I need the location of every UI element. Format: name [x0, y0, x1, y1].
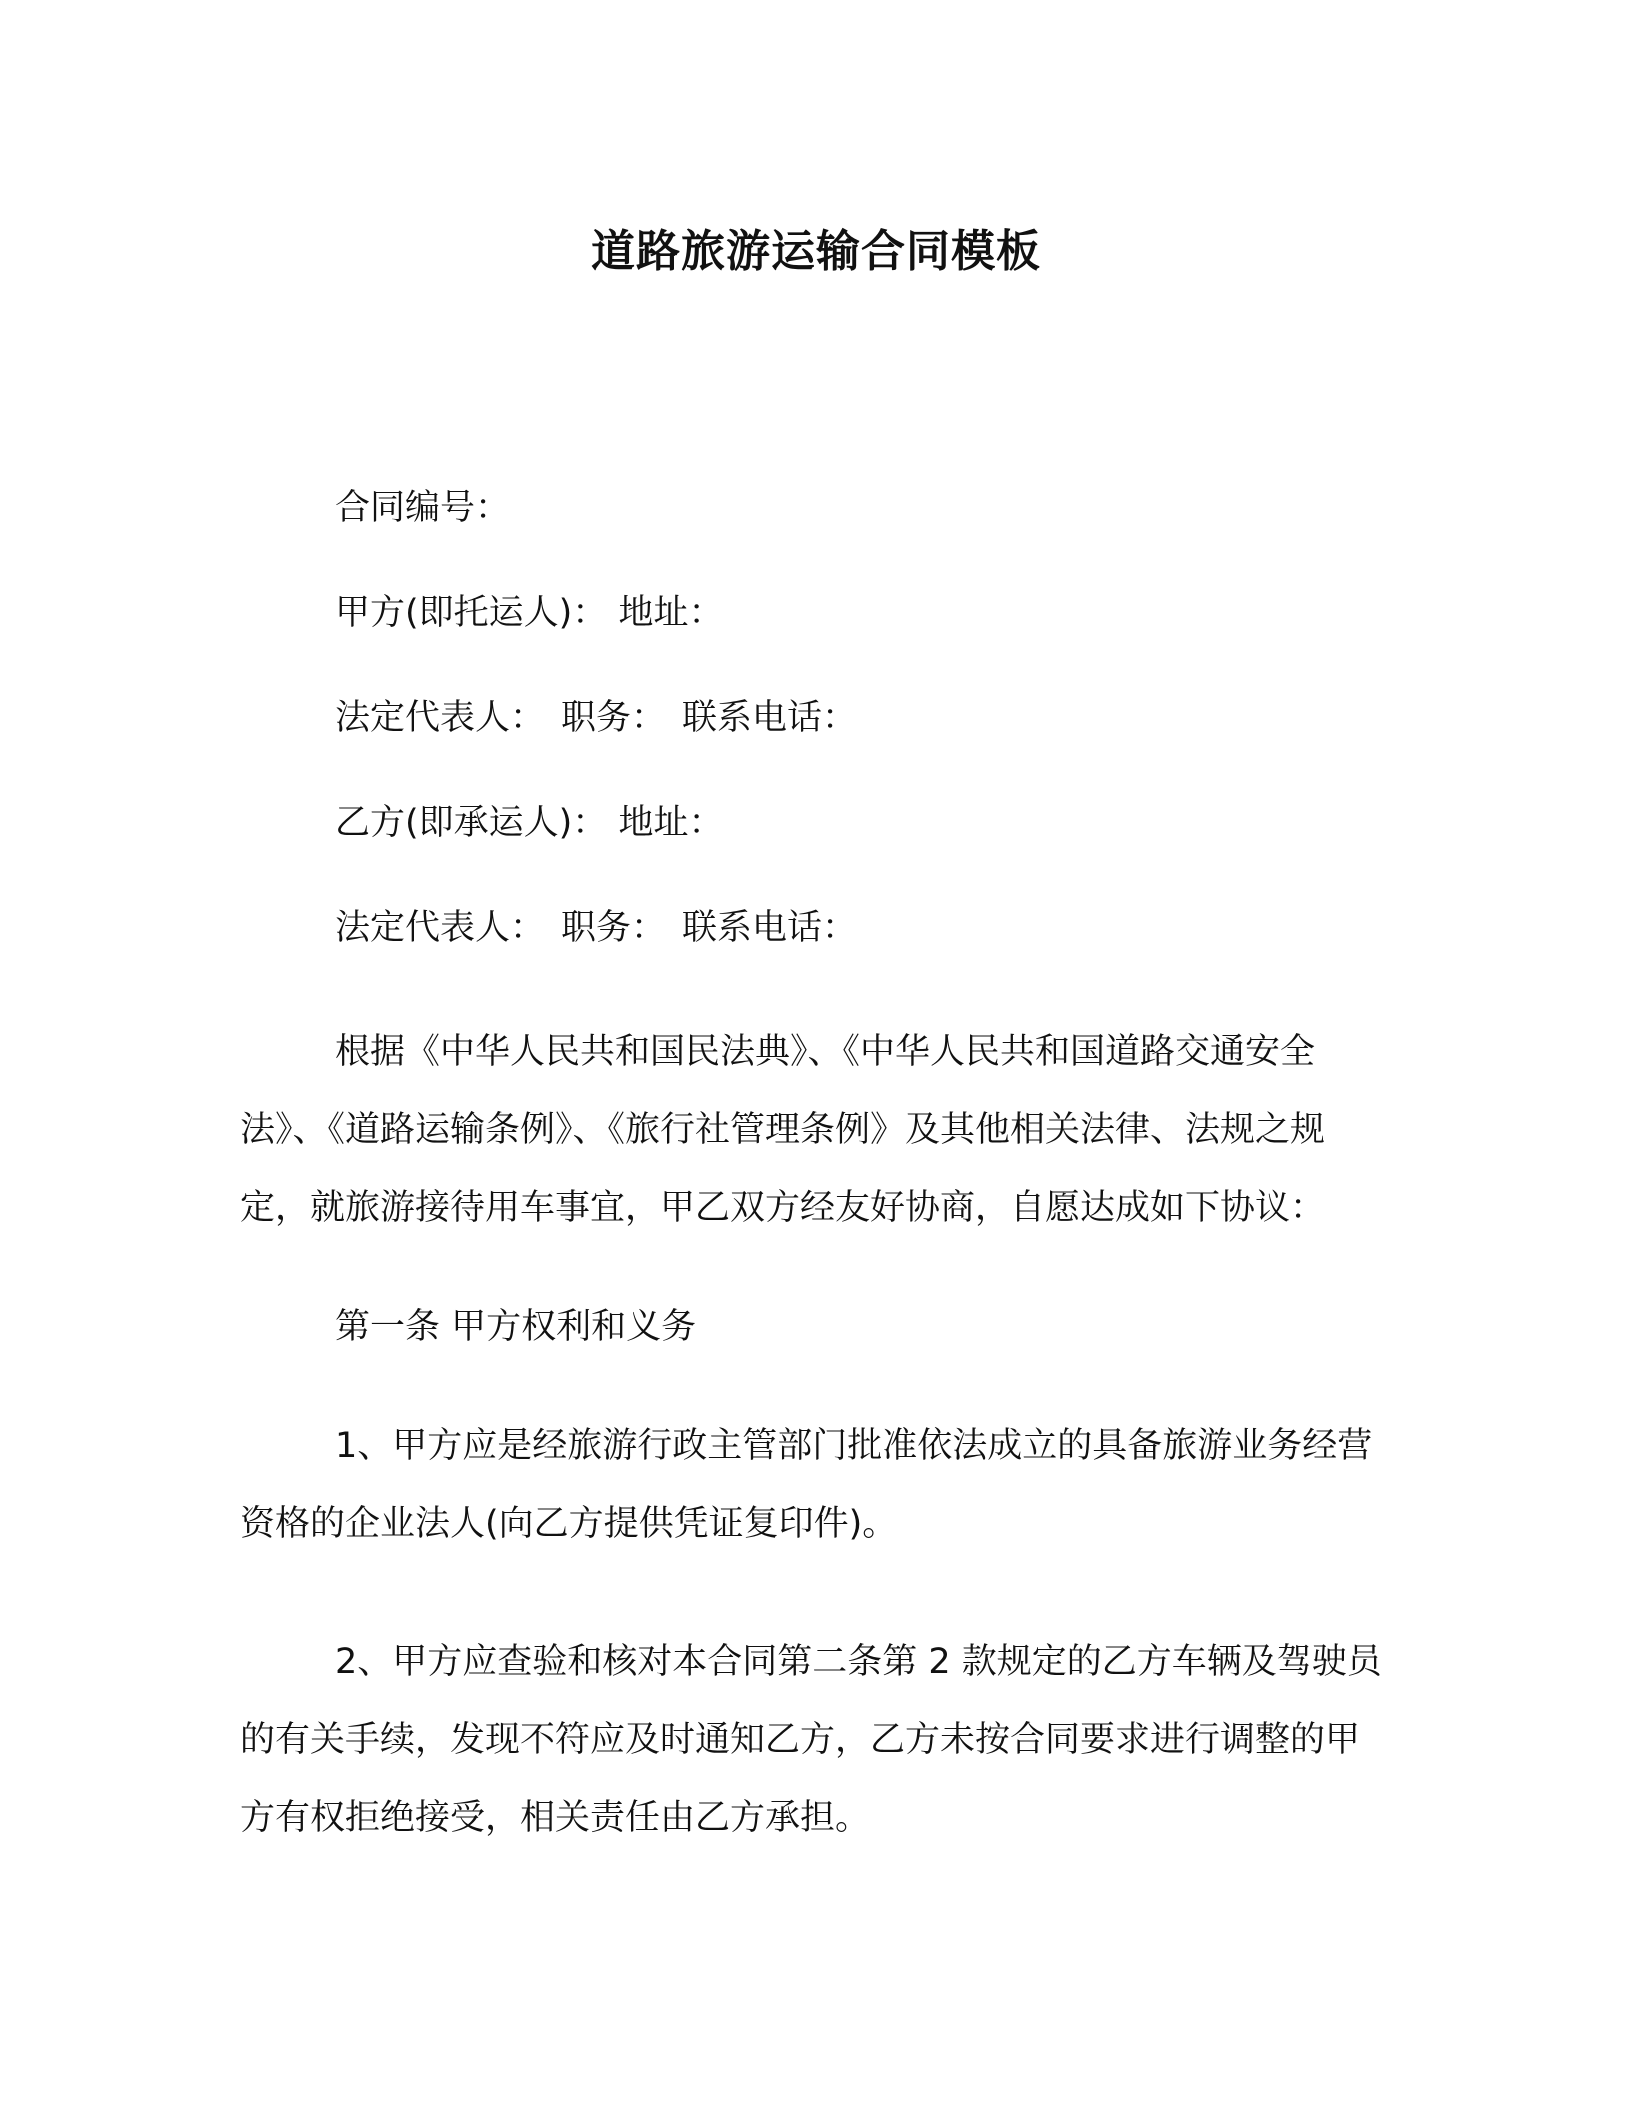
party-b-line — [240, 803, 1394, 843]
party-a-rep-label: 法定代表人： — [335, 698, 546, 738]
party-a-line — [240, 593, 1394, 633]
party-a-rep-line — [240, 698, 1394, 738]
clause-2-paragraph: 2、甲方应查验和核对本合同第二条第 2 款规定的乙方车辆及驾驶员的有关手续，发现不符应及时通知乙方，乙方未按合同要求进行调整的甲方有权拒绝接受，相关责任由乙方承担。 — [240, 1642, 1382, 1838]
party-a-position-label: 职务： — [561, 698, 667, 738]
party-b-rep-label: 法定代表人： — [335, 908, 546, 948]
party-b-phone-label: 联系电话： — [682, 908, 858, 948]
preamble-paragraph: 根据《中华人民共和国民法典》、《中华人民共和国道路交通安全法》、《道路运输条例》、《旅行社管理条例》及其他相关法律、法规之规定，就旅游接待用车事宜，甲乙双方经友好协商，自愿达成如下协议： — [240, 1032, 1326, 1228]
document-body — [240, 488, 1394, 1917]
party-a-address-label: 地址： — [618, 593, 724, 633]
party-a-phone-label: 联系电话： — [682, 698, 858, 738]
document-title: 道路旅游运输合同模板 — [591, 226, 1041, 277]
party-b-name-label: 乙方(即承运人)： — [335, 803, 608, 843]
party-b-rep-line — [240, 908, 1394, 948]
contract-number-line — [240, 488, 1394, 528]
contract-number-label: 合同编号： — [335, 488, 511, 528]
party-b-position-label: 职务： — [561, 908, 667, 948]
clause-1-paragraph: 1、甲方应是经旅游行政主管部门批准依法成立的具备旅游业务经营资格的企业法人(向乙方提供凭证复印件)。 — [240, 1426, 1373, 1544]
article-1-heading: 第一条 甲方权利和义务 — [335, 1307, 697, 1347]
party-b-address-label: 地址： — [618, 803, 724, 843]
party-a-name-label: 甲方(即托运人)： — [335, 593, 608, 633]
